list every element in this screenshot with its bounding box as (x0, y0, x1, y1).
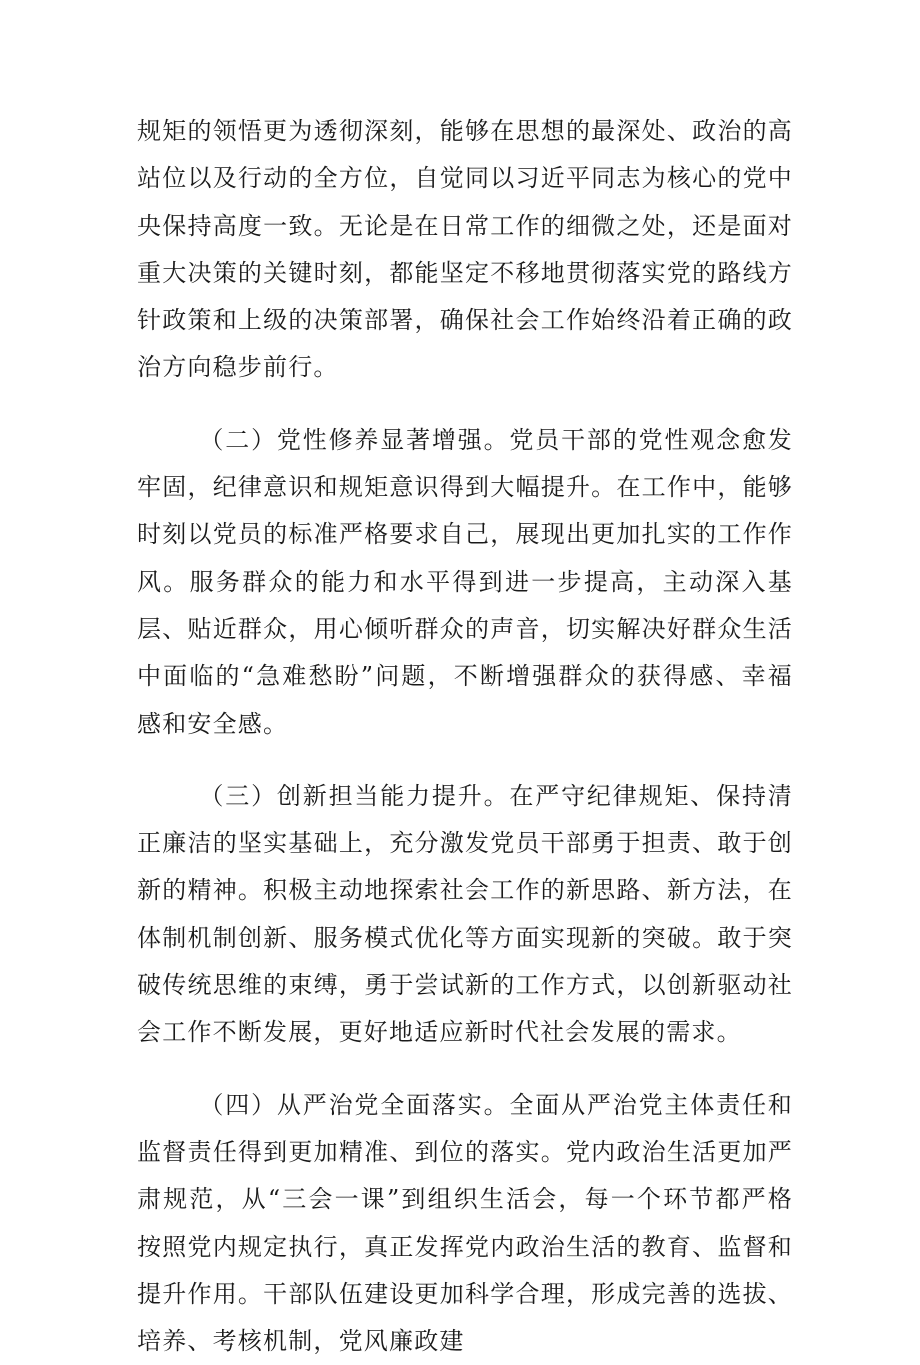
paragraph-party-spirit: （二）党性修养显著增强。党员干部的党性观念愈发牢固，纪律意识和规矩意识得到大幅提升。在工作中，能够时刻以党员的标准严格要求自己，展现出更加扎实的工作作风。服务群众的能力和水平得到进一步提高，主动深入基层、贴近群众，用心倾听群众的声音，切实解决好群众生活中面临的“急难愁盼”问题，不断增强群众的获得感、幸福感和安全感。 (137, 425, 793, 738)
paragraph-political-alignment: 规矩的领悟更为透彻深刻，能够在思想的最深处、政治的高站位以及行动的全方位，自觉同以习近平同志为核心的党中央保持高度一致。无论是在日常工作的细微之处，还是面对重大决策的关键时刻，都能坚定不移地贯彻落实党的路线方针政策和上级的决策部署，确保社会工作始终沿着正确的政治方向稳步前行。 (137, 117, 793, 382)
paragraph-innovation: （三）创新担当能力提升。在严守纪律规矩、保持清正廉洁的坚实基础上，充分激发党员干部勇于担责、敢于创新的精神。积极主动地探索社会工作的新思路、新方法，在体制机制创新、服务模式优化等方面实现新的突破。敢于突破传统思维的束缚，勇于尝试新的工作方式，以创新驱动社会工作不断发展，更好地适应新时代社会发展的需求。 (137, 781, 793, 1047)
document-body (137, 108, 793, 1365)
paragraph-strict-governance: （四）从严治党全面落实。全面从严治党主体责任和监督责任得到更加精准、到位的落实。党内政治生活更加严肃规范，从“三会一课”到组织生活会，每一个环节都严格按照党内规定执行，真正发挥党内政治生活的教育、监督和提升作用。干部队伍建设更加科学合理，形成完善的选拔、培养、考核机制，党风廉政建 (137, 1090, 793, 1356)
